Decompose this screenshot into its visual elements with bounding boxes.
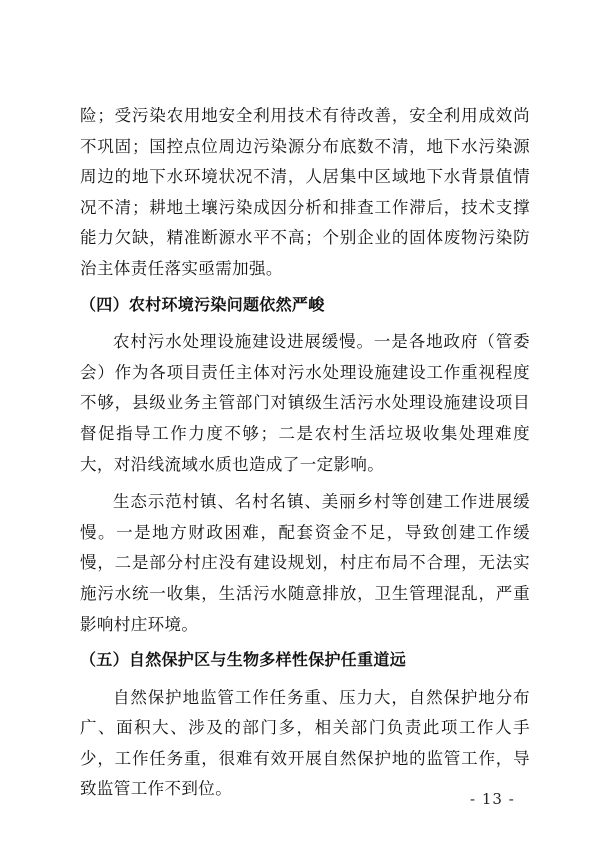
section-heading-rural-pollution: （四）农村环境污染问题依然严峻 [80, 294, 325, 314]
paragraph-nature-reserve-supervision: 自然保护地监管工作任务重、压力大，自然保护地分布广、面积大、涉及的部门多，相关部门负责此项工作人手少，工作任务重，很难有效开展自然保护地的监管工作，导致监管工作不到位。 [80, 687, 530, 799]
section-heading-nature-reserves: （五）自然保护区与生物多样性保护任重道远 [80, 650, 407, 670]
paragraph-rural-sewage: 农村污水处理设施建设进展缓慢。一是各地政府（管委会）作为各项目责任主体对污水处理设施建设工作重视程度不够，县级业务主管部门对镇级生活污水处理设施建设项目督促指导工作力度不够；二是农村生活垃圾收集处理难度大，对沿线流域水质也造成了一定影响。 [80, 332, 530, 474]
document-body [80, 101, 530, 805]
paragraph-eco-villages: 生态示范村镇、名村名镇、美丽乡村等创建工作进展缓慢。一是地方财政困难，配套资金不足，导致创建工作缓慢，二是部分村庄没有建设规划，村庄布局不合理，无法实施污水统一收集，生活污水随意排放，卫生管理混乱，严重影响村庄环境。 [80, 492, 530, 634]
paragraph-soil-pollution: 险；受污染农用地安全利用技术有待改善，安全利用成效尚不巩固；国控点位周边污染源分布底数不清，地下水污染源周边的地下水环境状况不清，人居集中区域地下水背景值情况不清；耕地土壤污染成因分析和排查工作滞后，技术支撑能力欠缺，精准断源水平不高；个别企业的固体废物污染防治主体责任落实亟需加强。 [80, 106, 530, 278]
page-number: - 13 - [470, 790, 515, 808]
